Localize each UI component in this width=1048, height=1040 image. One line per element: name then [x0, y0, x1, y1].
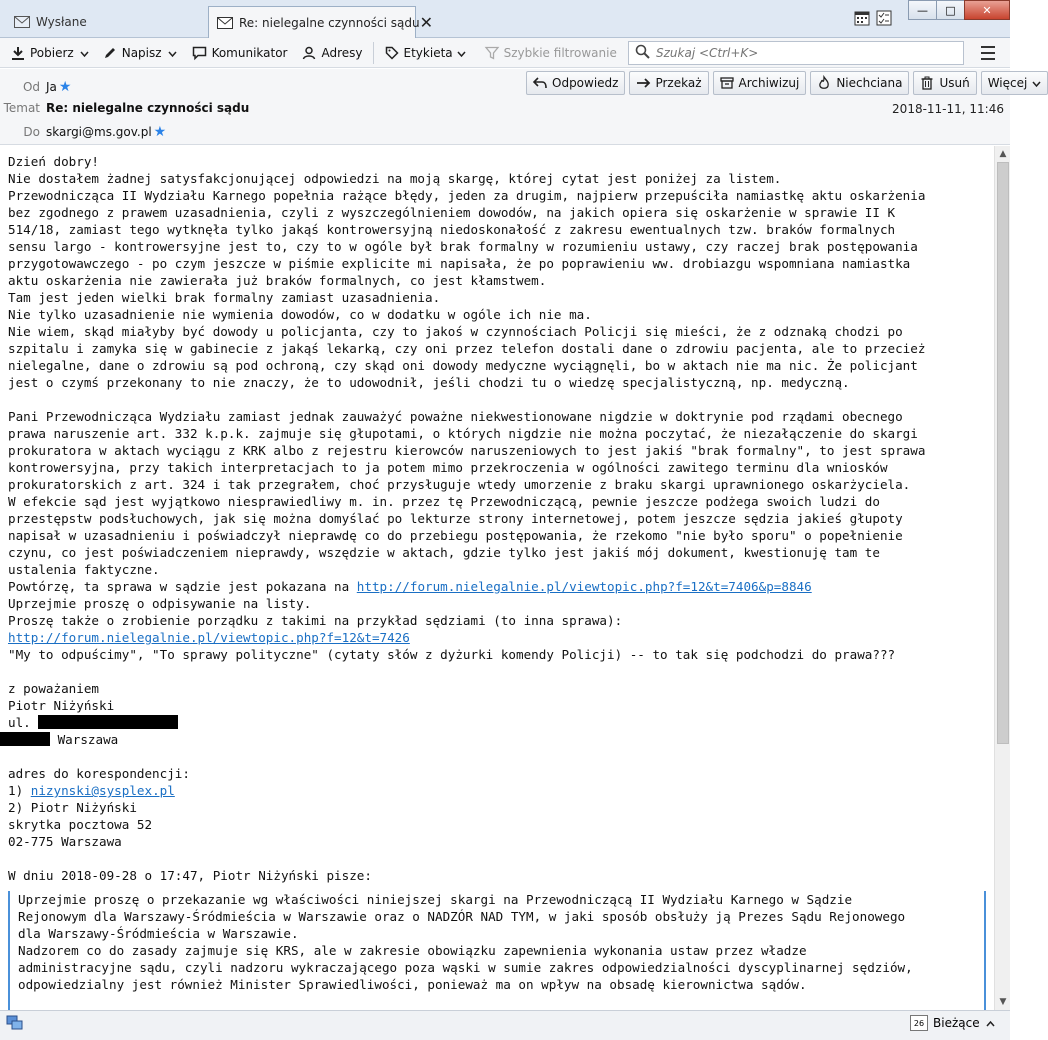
to-label: Do — [23, 125, 40, 139]
message-header — [0, 69, 1028, 145]
connection-status-icon[interactable] — [6, 1015, 24, 1031]
message-scrollbar[interactable] — [994, 146, 1010, 1010]
scroll-thumb[interactable] — [997, 162, 1009, 744]
chevron-up-icon — [986, 1016, 995, 1030]
sender-name: Piotr Niżyński — [8, 698, 115, 713]
correspondence-1-prefix: 1) — [8, 783, 31, 798]
chevron-down-icon — [168, 46, 177, 60]
message-body — [0, 146, 994, 1010]
city: Warszawa — [50, 732, 119, 747]
calendar-icon[interactable] — [854, 10, 870, 26]
filter-icon — [484, 45, 500, 61]
chevron-down-icon — [80, 46, 89, 60]
tag-icon — [384, 45, 400, 61]
quote-header: W dniu 2018-09-28 o 17:47, Piotr Niżyński pisze: — [8, 868, 372, 883]
to-row — [0, 124, 166, 140]
chat-bubble-icon — [192, 45, 208, 61]
status-bar — [0, 1010, 1010, 1040]
repeat-text: Powtórzę, ta sprawa w sądzie jest pokazana na — [8, 579, 357, 594]
minimize-button[interactable]: — — [908, 0, 936, 20]
sent-mail-icon — [14, 15, 30, 29]
today-label: Bieżące — [933, 1016, 980, 1030]
order-request: Proszę także o zrobienie porządku z takimi na przykład sędziami (to inna sprawa): — [8, 613, 623, 628]
contacts-icon — [301, 45, 317, 61]
forward-button[interactable]: Przekaż — [629, 71, 708, 95]
closing: z poważaniem — [8, 681, 99, 696]
chevron-down-icon — [1032, 76, 1041, 90]
flame-icon — [817, 76, 831, 90]
subject-value: Re: nielegalne czynności sądu — [46, 101, 250, 115]
get-mail-button[interactable]: Pobierz — [6, 41, 78, 65]
tab-message[interactable] — [208, 6, 433, 38]
reply-arrow-icon — [533, 76, 547, 90]
forward-arrow-icon — [636, 76, 650, 90]
junk-button[interactable]: Niechciana — [810, 71, 909, 95]
archive-box-icon — [720, 76, 734, 90]
tasks-icon[interactable] — [876, 10, 892, 26]
write-button[interactable]: Napisz — [98, 41, 166, 65]
tab-message-label: Re: nielegalne czynności sądu — [239, 15, 420, 30]
search-input[interactable] — [656, 46, 956, 60]
get-mail-dropdown[interactable] — [78, 41, 92, 65]
reply-request: Uprzejmie proszę o odpisywanie na listy. — [8, 596, 312, 611]
address-book-button[interactable]: Adresy — [297, 41, 366, 65]
from-row — [0, 79, 71, 95]
scroll-up-arrow-icon[interactable]: ▲ — [999, 149, 1007, 159]
greeting: Dzień dobry! — [8, 154, 99, 169]
star-icon[interactable]: ★ — [58, 79, 72, 95]
police-quote-line: "My to odpuścimy", "To sprawy polityczne" (cytaty słów z dyżurki komendy Policji) -- to tak się podchodzi do prawa??? — [8, 647, 896, 662]
email-link[interactable]: nizynski@sysplex.pl — [30, 783, 175, 798]
quoted-message — [8, 891, 986, 1021]
subject-label: Temat — [3, 101, 40, 115]
forum-link-2[interactable]: http://forum.nielegalnie.pl/viewtopic.php?f=12&t=7426 — [8, 630, 410, 645]
paragraph-2: Pani Przewodnicząca Wydziału zamiast jednak zauważyć poważne niekwestionowane nigdzie w doktrynie pod rządami obecnego prawa naruszenie art. 332 k.p.k. zajmuje się głupotami, o których nigdzie nie można poczytać, że niezałączenie do skargi prokuratora w aktach wyciągu z KRK albo z rejestru kierowców naruszeniowych to jest jakiś "brak formalny", to jest sprawa kontrowersyjna, przy takich interpretacjach to ja potem mimo przekroczenia w ogólności zawitego terminu dla wniosków prokuratorskich z art. 324 i tak przegrałem, choć przysługuje wtedy umorzenie z braku skargi uprawnionego oskarżyciela. W efekcie sąd jest wyjątkowo niesprawiedliwy m. in. przez tę Przewodniczącą, pewnie jeszcze podżega swoich ludzi do przestępstw podsłuchowych, jak się można domyślać po lekturze strony internetowej, potem jeszcze sędzia jakieś głupoty napisał w uzasadnieniu i poświadczył nieprawdę co do przebiegu postępowania, że rzekomo "nie było sporu" o popełnienie czynu, co jest poświadczeniem nieprawdy, wszędzie w aktach, gdzie tylko jest jakiś mój dokument, kwestionuję tam te ustalenia faktyczne. — [8, 409, 926, 577]
calendar-day-icon: 26 — [910, 1015, 928, 1031]
subject-row — [0, 101, 249, 115]
app-menu-icon[interactable] — [978, 44, 998, 62]
title-bar — [0, 0, 1010, 38]
quick-filter-button[interactable]: Szybkie filtrowanie — [480, 41, 621, 65]
tab-sent[interactable] — [4, 6, 204, 38]
tab-sent-label: Wysłane — [36, 15, 87, 29]
scroll-down-arrow-icon[interactable]: ▼ — [999, 997, 1007, 1007]
correspondence-label: adres do korespondencji: — [8, 766, 190, 781]
message-text — [8, 153, 988, 884]
to-value[interactable]: skargi@ms.gov.pl — [46, 125, 152, 139]
maximize-button[interactable]: □ — [936, 0, 964, 20]
archive-button[interactable]: Archiwizuj — [713, 71, 807, 95]
forum-link-1[interactable]: http://forum.nielegalnie.pl/viewtopic.php?f=12&t=7406&p=8846 — [356, 579, 812, 594]
quoted-text: Uprzejmie proszę o przekazanie wg właściwości niniejszej skargi na Przewodniczącą II Wydziału Karnego w Sądzie Rejonowym dla Warszawy-Śródmieścia w Warszawie oraz o NADZÓR NAD TYM, w jaki sposób obsłuży ją Prezes Sądu Rejonowego dla Warszawy-Śródmieścia w Warszawie. Nadzorem co do zasady zajmuje się KRS, ale w zakresie obowiązku zapewnienia wykonania ustaw przez władze administracyjne sądu, czyli nadzoru wykraczającego poza wąski w sumie zakres odpowiedzialności dyscyplinarnej sędziów, odpowiedzialny jest również Minister Sprawiedliwości, ponieważ ma on wpływ na obsadę kierownictwa sądów. — [18, 892, 913, 992]
close-window-button[interactable]: ✕ — [964, 0, 1010, 20]
download-icon — [10, 45, 26, 61]
correspondence-2: 2) Piotr Niżyński — [8, 800, 137, 815]
today-pane-toggle[interactable] — [910, 1015, 995, 1031]
paragraph-1: Nie dostałem żadnej satysfakcjonującej odpowiedzi na moją skargę, której cytat jest poniżej za listem. Przewodnicząca II Wydziału Karnego popełnia rażące błędy, jeden za drugim, najpierw przepuściła namiastkę aktu oskarżenia bez zgodnego z prawem uzasadnienia, czyli z wyszczególnieniem dowodów, na jakich opiera się oskarżenie w sprawie II K 514/18, zamiast tego wytknęła tylko jakąś kontrowersyjną niedoskonałość z zakresu ewentualnych tzw. braków formalnych sensu largo - kontrowersyjne jest to, czy to w ogóle był brak formalny w rozumieniu ustawy, czy raczej brak postępowania przygotowawczego - po czym jeszcze w piśmie explicite mi napisała, że po poprawieniu ww. drobiazgu wspomniana namiastka aktu oskarżenia nie zawierała już braków formalnych, co jest kłamstwem. Tam jest jeden wielki brak formalny zamiast uzasadnienia. Nie tylko uzasadnienie nie wymienia dowodów, co w dodatku w ogóle ich nie ma. Nie wiem, skąd miałyby być dowody u policjanta, czy to jakoś w czynnościach Policji się mieści, że z odznaką chodzi po szpitalu i zamyka się w gabinecie z jakąś lekarką, czy oni przez telefon dostali dane o zdrowiu pacjenta, ale to przecież nielegalne, dane o zdrowiu są pod ochroną, czy skąd oni dowody medyczne wyciągnęli, bo w aktach nie ma nic. Że policjant jest o czymś przekonany to nie znaczy, że to udowodnił, jeśli chodzi tu o wiedzę specjalistyczną, np. medyczną. — [8, 171, 926, 390]
search-icon — [635, 44, 650, 62]
redacted-zip — [0, 732, 50, 746]
delete-button[interactable]: Usuń — [913, 71, 976, 95]
po-box: skrytka pocztowa 52 — [8, 817, 153, 832]
street-prefix: ul. — [8, 715, 39, 730]
from-value[interactable]: Ja — [46, 80, 57, 94]
redacted-street — [38, 715, 178, 729]
star-icon[interactable]: ★ — [153, 124, 167, 140]
search-box[interactable] — [628, 41, 964, 65]
more-button[interactable]: Więcej — [981, 71, 1048, 95]
pencil-icon — [102, 45, 118, 61]
message-date: 2018-11-11, 11:46 — [892, 102, 1004, 116]
write-dropdown[interactable] — [166, 41, 180, 65]
tag-button[interactable]: Etykieta — [380, 41, 470, 65]
trash-icon — [920, 76, 934, 90]
chevron-down-icon — [457, 46, 466, 60]
close-tab-icon[interactable]: ✕ — [419, 13, 433, 32]
chat-button[interactable]: Komunikator — [188, 41, 292, 65]
from-label: Od — [22, 80, 40, 94]
toolbar-separator — [373, 42, 374, 64]
reply-button[interactable]: Odpowiedz — [526, 71, 625, 95]
envelope-icon — [217, 16, 233, 30]
zip-city: 02-775 Warszawa — [8, 834, 122, 849]
